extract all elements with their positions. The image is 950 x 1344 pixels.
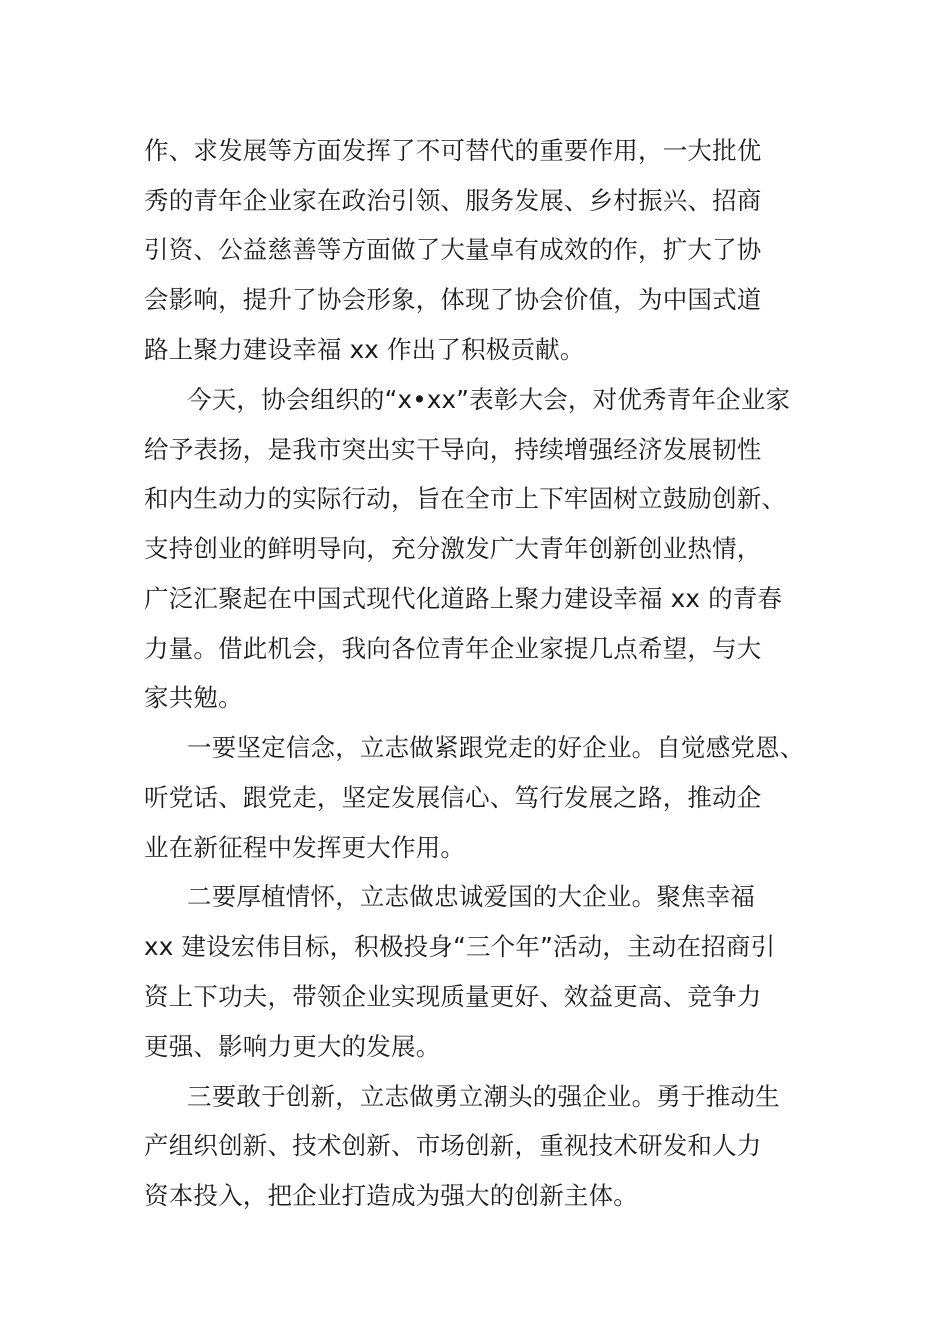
body-line: 和内生动力的实际行动，旨在全市上下牢固树立鼓励创新、 (144, 484, 787, 513)
paragraph-start-line: 今天，协会组织的“x•xx”表彰大会，对优秀青年企业家 (187, 385, 791, 414)
body-line: 会影响，提升了协会形象，体现了协会价值，为中国式道 (144, 285, 762, 314)
body-line: 支持创业的鲜明导向，充分激发广大青年创新创业热情， (144, 534, 762, 563)
body-line: 引资、公益慈善等方面做了大量卓有成效的作，扩大了协 (144, 235, 762, 264)
body-line: 给予表扬，是我市突出实干导向，持续增强经济发展韧性 (144, 435, 762, 464)
body-line: 秀的青年企业家在政治引领、服务发展、乡村振兴、招商 (144, 186, 762, 215)
body-line: 产组织创新、技术创新、市场创新，重视技术研发和人力 (144, 1131, 762, 1160)
body-line: 资本投入，把企业打造成为强大的创新主体。 (144, 1181, 638, 1210)
body-line: 资上下功夫，带领企业实现质量更好、效益更高、竞争力 (144, 982, 762, 1011)
body-line: 更强、影响力更大的发展。 (144, 1032, 441, 1061)
body-line: 路上聚力建设幸福 xx 作出了积极贡献。 (144, 335, 585, 364)
body-line: 作、求发展等方面发挥了不可替代的重要作用，一大批优 (144, 136, 762, 165)
body-line: 家共勉。 (144, 683, 243, 712)
body-line: 听党话、跟党走，坚定发展信心、笃行发展之路，推动企 (144, 783, 762, 812)
paragraph-start-line: 一要坚定信念，立志做紧跟党走的好企业。自觉感党恩、 (187, 733, 805, 762)
body-line: 力量。借此机会，我向各位青年企业家提几点希望，与大 (144, 634, 762, 663)
body-line: xx 建设宏伟目标，积极投身“三个年”活动，主动在招商引 (144, 932, 776, 961)
body-line: 广泛汇聚起在中国式现代化道路上聚力建设幸福 xx 的青春 (144, 584, 783, 613)
paragraph-start-line: 三要敢于创新，立志做勇立潮头的强企业。勇于推动生 (187, 1082, 780, 1111)
paragraph-start-line: 二要厚植情怀，立志做忠诚爱国的大企业。聚焦幸福 (187, 882, 756, 911)
body-line: 业在新征程中发挥更大作用。 (144, 833, 466, 862)
